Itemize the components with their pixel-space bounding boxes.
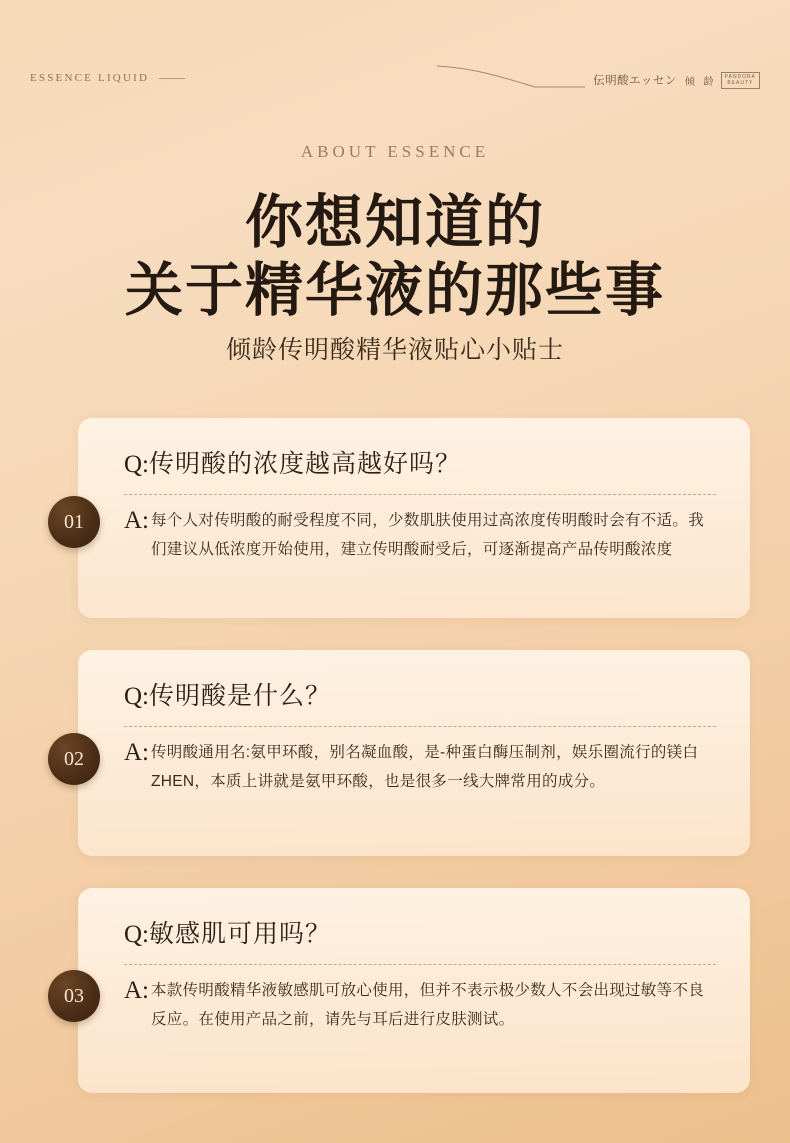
- page-title-line-2: 关于精华液的那些事: [124, 258, 665, 323]
- question-prefix: Q:: [124, 451, 149, 478]
- answer-prefix: A:: [124, 739, 149, 766]
- faq-answer-row: [78, 965, 750, 1034]
- question-text: 敏感肌可用吗？: [149, 921, 332, 948]
- faq-question-row: [78, 650, 750, 712]
- logo-cn-label: 倾 龄: [684, 77, 717, 88]
- faq-card: [78, 650, 750, 856]
- faq-card: [78, 888, 750, 1093]
- answer-prefix: A:: [124, 507, 149, 534]
- question-prefix: Q:: [124, 921, 149, 948]
- page-subtitle: 倾龄传明酸精华液贴心小贴士: [225, 336, 564, 364]
- brand-en-label: ESSENCE LIQUID: [30, 72, 150, 84]
- brand-divider-rule: [159, 78, 185, 79]
- faq-number-badge: 03: [48, 970, 100, 1022]
- question-text: 传明酸的浓度越高越好吗？: [149, 451, 462, 478]
- faq-card: [78, 418, 750, 618]
- logo-badge-line2: BEAUTY: [727, 79, 754, 86]
- page-header: [30, 62, 760, 102]
- brand-mark: [30, 72, 185, 84]
- question-text: 传明酸是什么？: [149, 683, 332, 710]
- swoosh-decoration-icon: [435, 64, 585, 90]
- japanese-label: 伝明酸エッセン: [593, 75, 677, 87]
- answer-prefix: A:: [124, 977, 149, 1004]
- answer-text: 每个人对传明酸的耐受程度不同，少数肌肤使用过高浓度传明酸时会有不适。我们建议从低浓度开始使用，建立传明酸耐受后，可逐渐提高产品传明酸浓度: [151, 512, 705, 558]
- faq-question-row: [78, 888, 750, 950]
- faq-number-badge: 01: [48, 496, 100, 548]
- section-eyebrow: ABOUT ESSENCE: [300, 142, 490, 161]
- page-title-line-1: 你想知道的: [244, 190, 545, 255]
- logo-badge-line1: PANDORA: [724, 74, 756, 80]
- answer-text: 本款传明酸精华液敏感肌可放心使用，但并不表示极少数人不会出现过敏等不良反应。在使用产品之前，请先与耳后进行皮肤测试。: [151, 982, 705, 1028]
- faq-number-badge: 02: [48, 733, 100, 785]
- faq-answer-row: [78, 495, 750, 564]
- faq-question-row: [78, 418, 750, 480]
- answer-text: 传明酸通用名:氨甲环酸，别名凝血酸，是-种蛋白酶压制剂，娱乐圈流行的镁白ZHEN，本质上讲就是氨甲环酸，也是很多一线大牌常用的成分。: [151, 744, 699, 790]
- logo: [685, 72, 760, 90]
- logo-badge: [721, 72, 760, 89]
- question-prefix: Q:: [124, 683, 149, 710]
- faq-answer-row: [78, 727, 750, 796]
- header-right-group: [435, 64, 760, 90]
